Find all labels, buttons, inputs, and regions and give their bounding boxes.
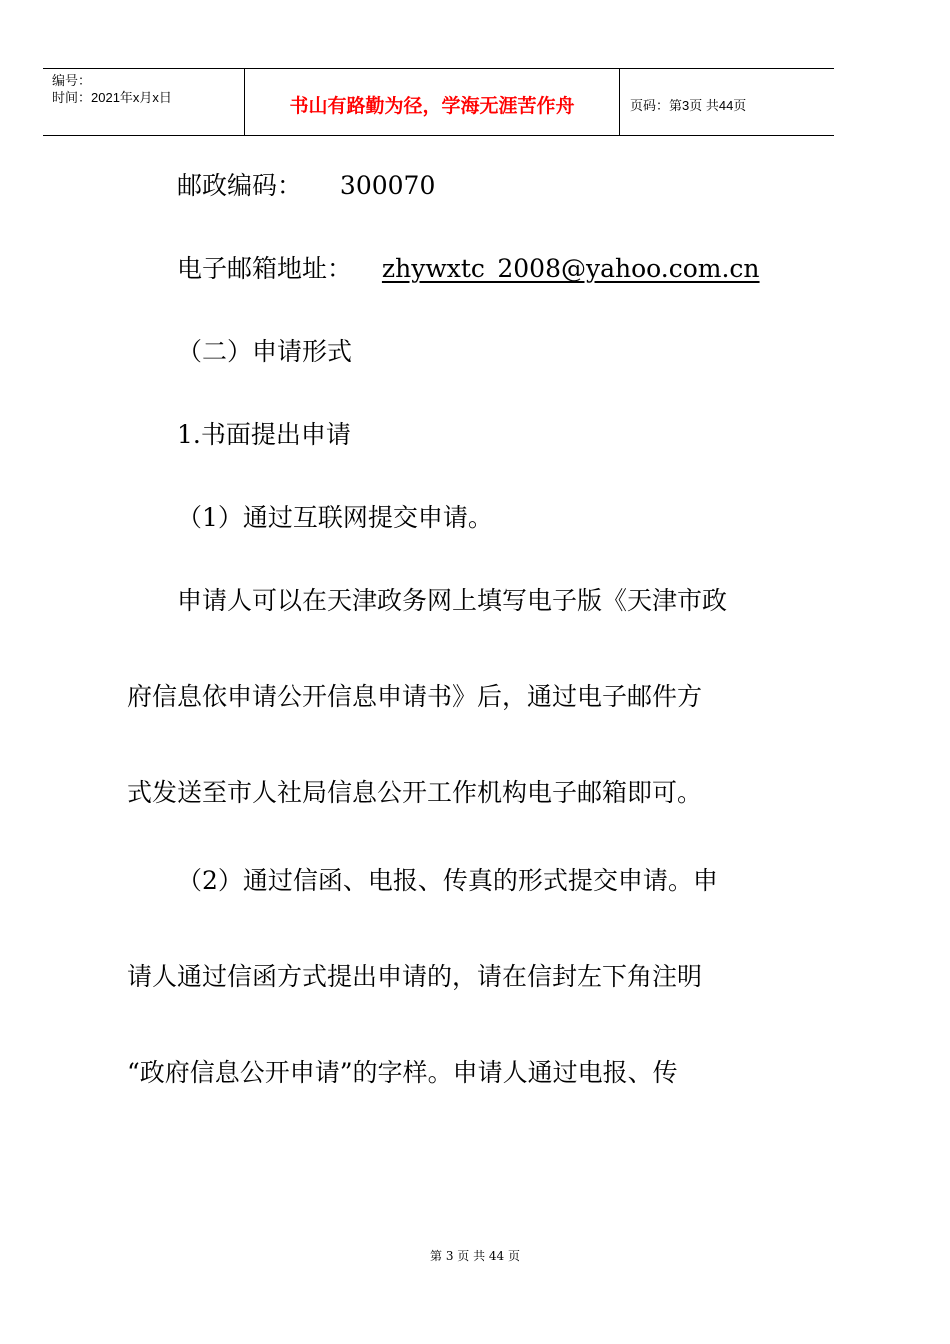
document-header <box>43 68 834 136</box>
paragraph-line: 式发送至市人社局信息公开工作机构电子邮箱即可。 <box>127 778 703 807</box>
paragraph-line: “政府信息公开申请”的字样。申请人通过电报、传 <box>127 1058 678 1087</box>
header-motto-cell <box>245 69 620 135</box>
email-line <box>177 254 760 284</box>
email-link[interactable]: zhywxtc_2008@yahoo.com.cn <box>381 254 760 283</box>
header-motto: 书山有路勤为径，学海无涯苦作舟 <box>289 95 575 117</box>
postal-code-value: 300070 <box>339 171 436 200</box>
postal-code-line <box>177 171 435 201</box>
item-1-heading: （1）通过互联网提交申请。 <box>177 503 493 532</box>
header-page-cell <box>620 69 834 135</box>
document-time-label: 时间：2021年x月x日 <box>52 90 172 105</box>
header-meta-cell <box>43 69 245 135</box>
postal-code-label: 邮政编码： <box>177 171 303 200</box>
section-title: （二）申请形式 <box>177 337 353 366</box>
paragraph-line: 府信息依申请公开信息申请书》后，通过电子邮件方 <box>127 682 703 711</box>
paragraph-line: （2）通过信函、电报、传真的形式提交申请。申 <box>177 866 718 895</box>
subsection-title: 1.书面提出申请 <box>177 420 351 449</box>
document-number-label: 编号： <box>52 73 92 88</box>
paragraph-line: 请人通过信函方式提出申请的，请在信封左下角注明 <box>127 962 703 991</box>
paragraph-line: 申请人可以在天津政务网上填写电子版《天津市政 <box>177 586 728 615</box>
email-label: 电子邮箱地址： <box>177 254 353 283</box>
header-page-info: 页码：第3页 共44页 <box>630 98 747 113</box>
page-footer: 第 3 页 共 44 页 <box>430 1249 520 1263</box>
